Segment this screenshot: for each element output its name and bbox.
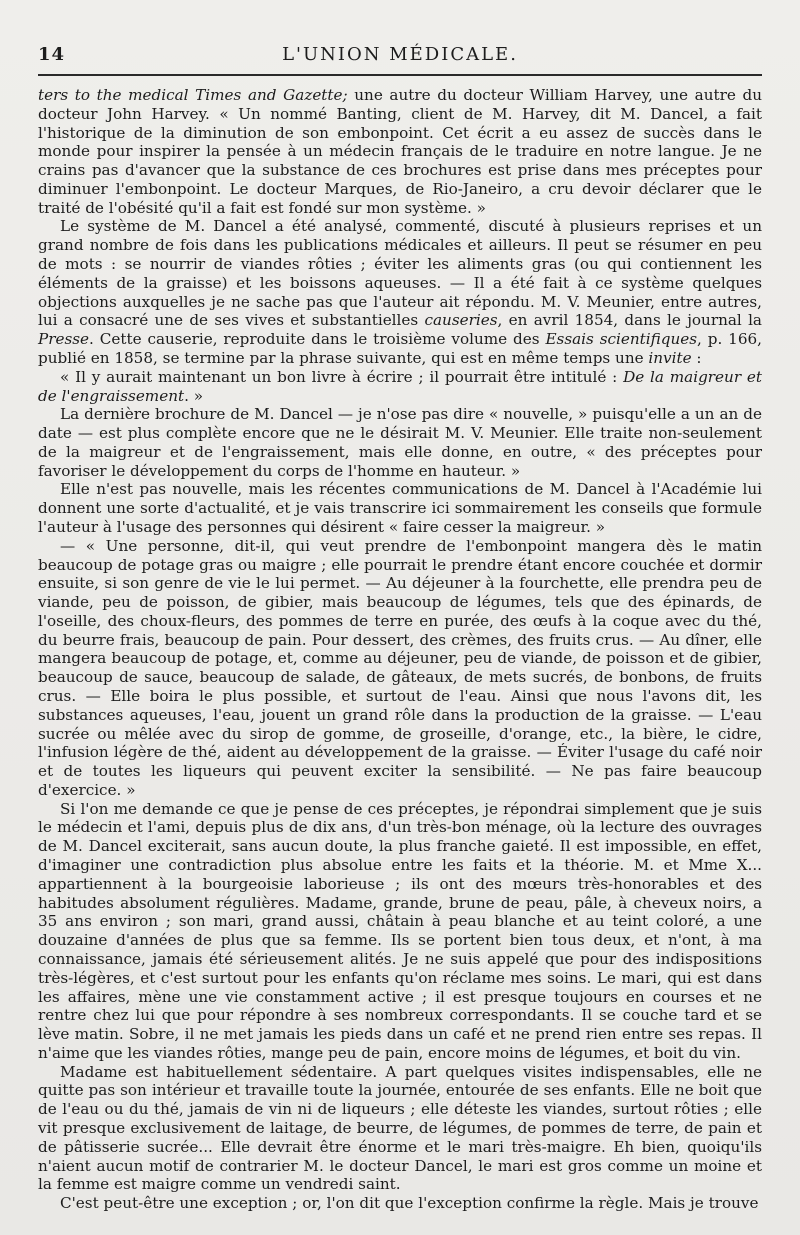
page-header (38, 44, 762, 70)
paragraph-text: . Cette causerie, reproduite dans le troisième volume des (89, 330, 546, 349)
paragraph-text: , en avril 1854, dans le journal la (497, 311, 762, 330)
paragraph (38, 800, 762, 1063)
paragraph-text: Madame est habituellement sédentaire. A part quelques visites indispensables, elle ne quitte pas son intérieur et travaille toute la journée, entourée de ses enfants. Elle ne boit que de l'eau ou du thé, jamais de vin ni de liqueurs ; elle déteste les viandes, surtout rôties ; elle vit presque exclusivement de laitage, de beurre, de légumes, de pommes de terre, de pain et de pâtisserie sucrée... Elle devrait être énorme et le mari très-maigre. Eh bien, quoiqu'ils n'aient aucun motif de contrarier M. le docteur Dancel, le mari est gros comme un moine et la femme est maigre comme un vendredi saint. (38, 1062, 762, 1194)
paragraph-text: — « Une personne, dit-il, qui veut prendre de l'embonpoint mangera dès le matin beaucoup de potage gras ou maigre ; elle pourrait le prendre étant encore couchée et dormir ensuite, si son genre de vie le lui permet. — Au déjeuner à la fourchette, elle prendra peu de viande, peu de poisson, de gibier, mais beaucoup de légumes, tels que des épinards, de l'oseille, des choux-fleurs, des pommes de terre en purée, des œufs à la coque avec du thé, du beurre frais, beaucoup de pain. Pour dessert, des crèmes, des fruits crus. — Au dîner, elle mangera beaucoup de potage, et, comme au déjeuner, peu de viande, de poisson et de gibier, beaucoup de sauce, beaucoup de salade, de gâteaux, de mets sucrés, de bonbons, de fruits crus. — Elle boira le plus possible, et surtout de l'eau. Ainsi que nous l'avons dit, les substances aqueuses, l'eau, jouent un grand rôle dans la production de la graisse. — L'eau sucrée ou mêlée avec du sirop de gomme, de groseille, d'orange, etc., la bière, le cidre, l'infusion légère de thé, aident au développement de la graisse. — Éviter l'usage du café noir et de toutes les liqueurs qui peuvent exciter la sensibilité. — Ne pas faire beaucoup d'exercice. » (38, 536, 762, 799)
italic-term: Essais scientifiques (545, 330, 698, 349)
paragraph-text: « Il y aurait maintenant un bon livre à écrire ; il pourrait être intitulé : (60, 367, 624, 386)
article-body (38, 86, 762, 1213)
italic-term: Presse (38, 330, 90, 349)
paragraph (38, 86, 762, 217)
page-number: 14 (38, 44, 66, 65)
paragraph-text: , p. 166, publié en 1858, se termine par la phrase suivante, qui est en même temps une (38, 330, 762, 367)
paragraph (38, 1194, 762, 1213)
paragraph (38, 537, 762, 800)
italic-term: causeries (424, 311, 498, 330)
paragraph-text: Elle n'est pas nouvelle, mais les récentes communications de M. Dancel à l'Académie lui donnent une sorte d'actualité, et je vais transcrire ici sommairement les conseils que formule l'auteur à l'usage des personnes qui désirent « faire cesser la maigreur. » (38, 480, 762, 536)
running-title: L'UNION MÉDICALE. (282, 44, 518, 65)
paragraph (38, 217, 762, 367)
citation-title: ters to the medical Times and Gazette; (38, 86, 348, 104)
paragraph (38, 1063, 762, 1194)
paragraph (38, 480, 762, 536)
paragraph-text: Le système de M. Dancel a été analysé, commenté, discuté à plusieurs reprises et un grand nombre de fois dans les publications médicales et ailleurs. Il peut se résumer en peu de mots : se nourrir de viandes rôties ; éviter les aliments gras (ou qui contiennent les éléments de la graisse) et les boissons aqueuses. — Il a été fait à ce système quelques objections auxquelles je ne sache pas que l'auteur ait répondu. M. V. Meunier, entre autres, lui a consacré une de ses vives et substantielles (38, 217, 762, 330)
italic-term: De la maigreur et de l'engraissement (38, 367, 762, 405)
paragraph-text: La dernière brochure de M. Dancel — je n'ose pas dire « nouvelle, » puisqu'elle a un an de date — est plus complète encore que ne le désirait M. V. Meunier. Elle traite non-seulement de la maigreur et de l'engraissement, mais elle donne, en outre, « des préceptes pour favoriser le développement du corps de l'homme en hauteur. » (38, 405, 762, 480)
paragraph-text: : (691, 348, 702, 367)
paragraph-text: C'est peut-être une exception ; or, l'on dit que l'exception confirme la règle. Mais je trouve (60, 1194, 759, 1213)
header-rule (38, 74, 762, 76)
paragraph (38, 405, 762, 480)
paragraph-text: Si l'on me demande ce que je pense de ces préceptes, je répondrai simplement que je suis le médecin et l'ami, depuis plus de dix ans, d'un très-bon ménage, où la lecture des ouvrages de M. Dancel exciterait, sans aucun doute, la plus franche gaieté. Il est impossible, en effet, d'imaginer une contradiction plus absolue entre les faits et la théorie. M. et Mme X... appartiennent à la bourgeoisie laborieuse ; ils ont des mœurs très-honorables et des habitudes absolument régulières. Madame, grande, brune de peau, pâle, à cheveux noirs, a 35 ans environ ; son mari, grand aussi, châtain à peau blanche et au teint coloré, a une douzaine d'années de plus que sa femme. Ils se portent bien tous deux, et n'ont, à ma connaissance, jamais été sérieusement alités. Je ne suis appelé que pour des indispositions très-légères, et c'est surtout pour les enfants qu'on réclame mes soins. Le mari, qui est dans les affaires, mène une vie constamment active ; il est presque toujours en courses et ne rentre chez lui que pour répondre à ses nombreux correspondants. Il se couche tard et se lève matin. Sobre, il ne met jamais les pieds dans un café et ne prend rien entre ses repas. Il n'aime que les viandes rôties, mange peu de pain, encore moins de légumes, et boit du vin. (38, 799, 762, 1062)
italic-term: invite (648, 348, 692, 367)
paragraph (38, 368, 762, 406)
paragraph-text: une autre du docteur William Harvey, une autre du docteur John Harvey. « Un nommé Banting, client de M. Harvey, dit M. Dancel, a fait l'historique de la diminution de son embonpoint. Cet écrit a eu assez de succès dans le monde pour inspirer la pensée à un médecin français de le traduire en notre langue. Je ne crains pas d'avancer que la substance de ces brochures est prise dans mes préceptes pour diminuer l'embonpoint. Le docteur Marques, de Rio-Janeiro, a cru devoir déclarer que le traité de l'obésité qu'il a fait est fondé sur mon système. » (38, 86, 762, 217)
paragraph-text: . » (184, 386, 204, 405)
